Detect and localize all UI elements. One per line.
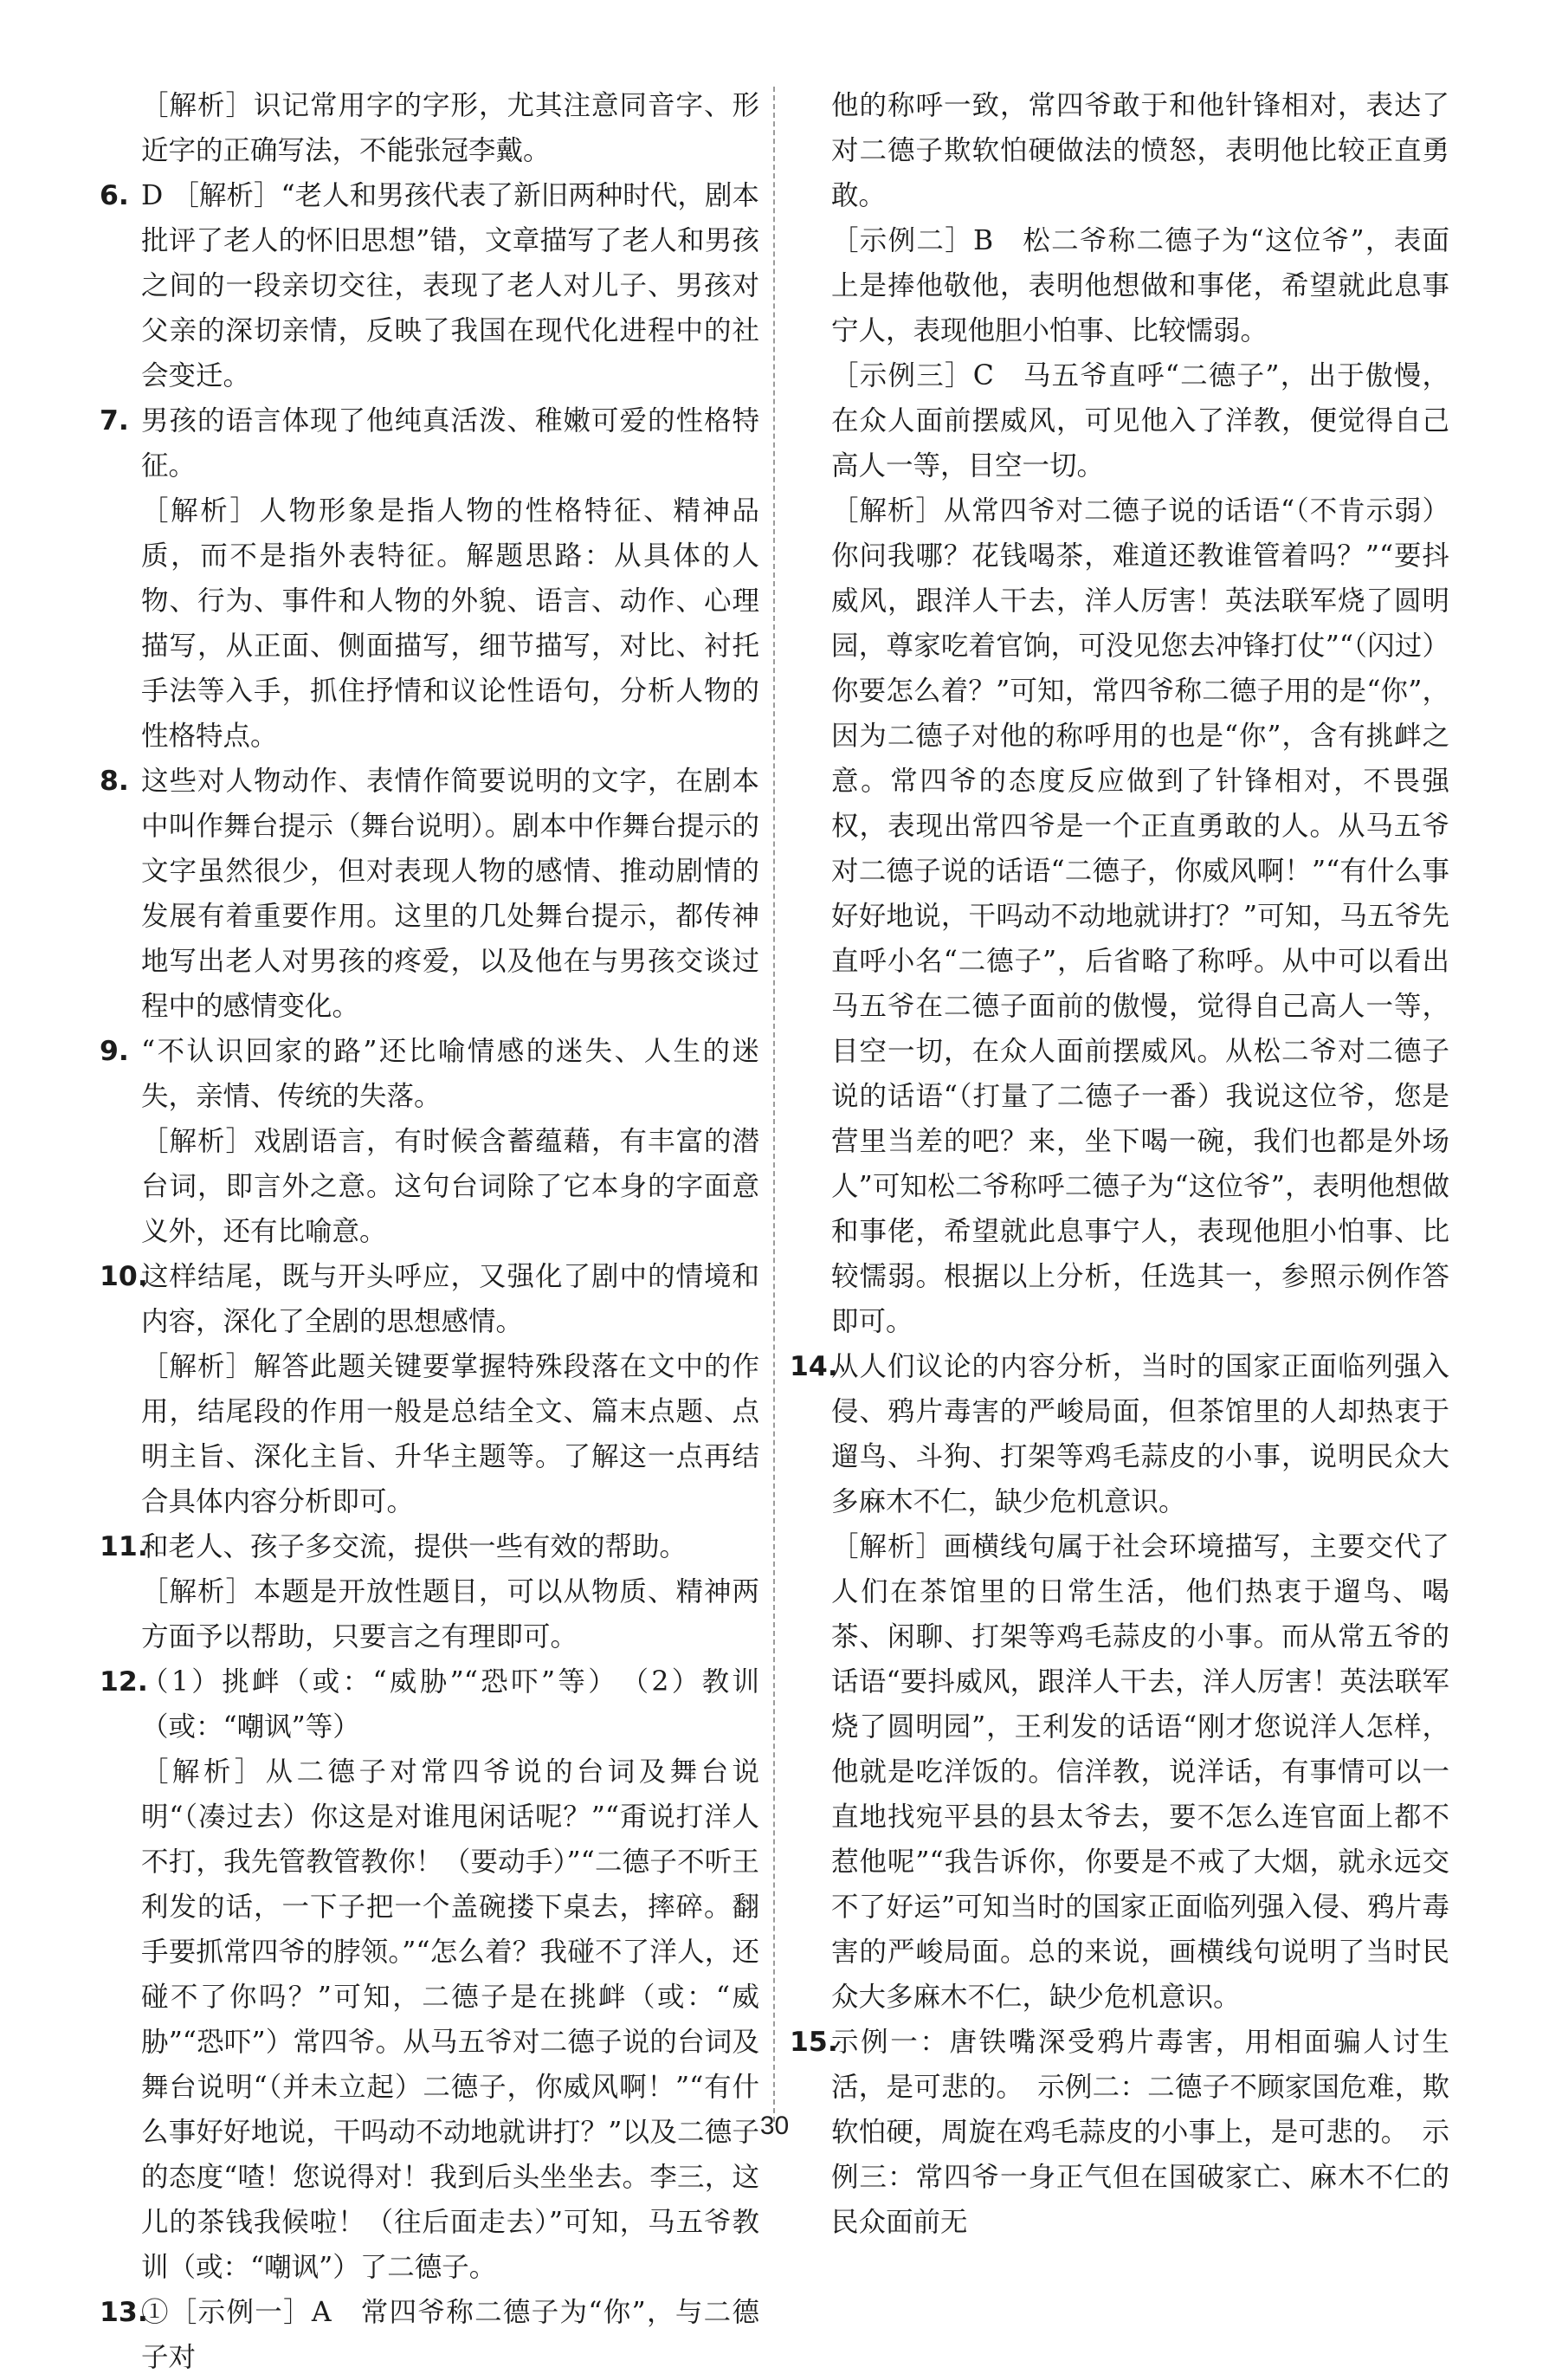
question-number: 12.	[100, 1666, 148, 1698]
question-6	[100, 173, 759, 398]
answer-text: 从人们议论的内容分析，当时的国家正面临列强入侵、鸦片毒害的严峻局面，但茶馆里的人却热衷于遛鸟、斗狗、打架等鸡毛蒜皮的小事，说明民众大多麻木不仁，缺少危机意识。	[831, 1351, 1449, 1517]
question-number: 6.	[100, 180, 129, 211]
answer-text: D ［解析］“老人和男孩代表了新旧两种时代，剧本批评了老人的怀旧思想”错，文章描写了老人和男孩之间的一段亲切交往，表现了老人对儿子、男孩对父亲的深切亲情，反映了我国在现代化进程中的社会变迁。	[141, 180, 759, 391]
column-divider	[773, 87, 775, 2122]
page-number: 30	[759, 2112, 790, 2140]
q14-analysis: ［解析］画横线句属于社会环境描写，主要交代了人们在茶馆里的日常生活，他们热衷于遛鸟、喝茶、闲聊、打架等鸡毛蒜皮的小事。而从常五爷的话语“要抖威风，跟洋人干去，洋人厉害！英法联军烧了圆明园”，王利发的话语“刚才您说洋人怎样，他就是吃洋饭的。信洋教，说洋话，有事情可以一直地找宛平县的县太爷去，要不怎么连官面上都不惹他呢”“我告诉你，你要是不戒了大烟，就永远交不了好运”可知当时的国家正面临列强入侵、鸦片毒害的严峻局面。总的来说，画横线句说明了当时民众大多麻木不仁，缺少危机意识。	[831, 1531, 1449, 2013]
question-number: 14.	[790, 1351, 838, 1382]
question-14	[790, 1344, 1449, 1524]
q10-analysis: ［解析］解答此题关键要掌握特殊段落在文中的作用，结尾段的作用一般是总结全文、篇末点题、点明主旨、深化主旨、升华主题等。了解这一点再结合具体内容分析即可。	[141, 1351, 759, 1517]
question-number: 13.	[100, 2297, 148, 2328]
q13-continued: 他的称呼一致，常四爷敢于和他针锋相对，表达了对二德子欺软怕硬做法的愤怒，表明他比较正直勇敢。	[831, 90, 1449, 211]
answer-text: 这样结尾，既与开头呼应，又强化了剧中的情境和内容，深化了全剧的思想感情。	[141, 1261, 759, 1337]
question-number: 15.	[790, 2027, 838, 2058]
question-7	[100, 398, 759, 488]
q7-analysis: ［解析］人物形象是指人物的性格特征、精神品质，而不是指外表特征。解题思路：从具体的人物、行为、事件和人物的外貌、语言、动作、心理描写，从正面、侧面描写，细节描写，对比、衬托手法等入手，抓住抒情和议论性语句，分析人物的性格特点。	[141, 495, 759, 752]
question-10	[100, 1254, 759, 1344]
question-number: 7.	[100, 405, 129, 437]
question-number: 10.	[100, 1261, 148, 1292]
answer-text: 示例一：唐铁嘴深受鸦片毒害，用相面骗人讨生活，是可悲的。 示例二：二德子不顾家国危难，欺软怕硬，周旋在鸡毛蒜皮的小事上，是可悲的。 示例三：常四爷一身正气但在国破家亡、麻木不仁的民众面前无	[831, 2027, 1449, 2238]
q5-analysis: ［解析］识记常用字的字形，尤其注意同音字、形近字的正确写法，不能张冠李戴。	[141, 90, 759, 166]
question-11	[100, 1524, 759, 1569]
question-8	[100, 759, 759, 1029]
q13-example-2: ［示例二］B 松二爷称二德子为“这位爷”，表面上是捧他敬他，表明他想做和事佬，希望就此息事宁人，表现他胆小怕事、比较懦弱。	[831, 225, 1449, 346]
question-12	[100, 1659, 759, 1749]
answer-text: “不认识回家的路”还比喻情感的迷失、人生的迷失，亲情、传统的失落。	[141, 1036, 759, 1112]
q9-analysis: ［解析］戏剧语言，有时候含蓄蕴藉，有丰富的潜台词，即言外之意。这句台词除了它本身的字面意义外，还有比喻意。	[141, 1126, 759, 1247]
answer-text: 男孩的语言体现了他纯真活泼、稚嫩可爱的性格特征。	[141, 405, 759, 482]
q11-analysis: ［解析］本题是开放性题目，可以从物质、精神两方面予以帮助，只要言之有理即可。	[141, 1576, 759, 1652]
question-number: 9.	[100, 1036, 129, 1067]
left-column	[100, 83, 759, 2380]
answer-text: ①［示例一］A 常四爷称二德子为“你”，与二德子对	[141, 2297, 759, 2373]
answer-text: 这些对人物动作、表情作简要说明的文字，在剧本中叫作舞台提示（舞台说明）。剧本中作舞台提示的文字虽然很少，但对表现人物的感情、推动剧情的发展有着重要作用。这里的几处舞台提示，都传神地写出老人对男孩的疼爱，以及他在与男孩交谈过程中的感情变化。	[141, 766, 759, 1022]
q12-analysis: ［解析］从二德子对常四爷说的台词及舞台说明“（凑过去）你这是对谁甩闲话呢？”“甭说打洋人不打，我先管教管教你！（要动手）”“二德子不听王利发的话，一下子把一个盖碗搂下桌去，摔碎。翻手要抓常四爷的脖领。”“怎么着？我碰不了洋人，还碰不了你吗？”可知，二德子是在挑衅（或：“威胁”“恐吓”）常四爷。从马五爷对二德子说的台词及舞台说明“（并未立起）二德子，你威风啊！”“有什么事好好地说，干吗动不动地就讲打？”以及二德子的态度“喳！您说得对！我到后头坐坐去。李三，这儿的茶钱我候啦！（往后面走去）”可知，马五爷教训（或：“嘲讽”）了二德子。	[141, 1756, 759, 2283]
question-number: 8.	[100, 766, 129, 797]
q13-example-3: ［示例三］C 马五爷直呼“二德子”，出于傲慢，在众人面前摆威风，可见他入了洋教，便觉得自己高人一等，目空一切。	[831, 360, 1449, 482]
right-column	[790, 83, 1449, 2245]
answer-text: 和老人、孩子多交流，提供一些有效的帮助。	[141, 1531, 687, 1562]
answer-text: （1）挑衅（或：“威胁”“恐吓”等） （2）教训（或：“嘲讽”等）	[141, 1666, 759, 1743]
q13-analysis: ［解析］从常四爷对二德子说的话语“（不肯示弱）你问我哪？花钱喝茶，难道还教谁管着吗？”“要抖威风，跟洋人干去，洋人厉害！英法联军烧了圆明园，尊家吃着官饷，可没见您去冲锋打仗”“（闪过）你要怎么着？”可知，常四爷称二德子用的是“你”，因为二德子对他的称呼用的也是“你”，含有挑衅之意。常四爷的态度反应做到了针锋相对，不畏强权，表现出常四爷是一个正直勇敢的人。从马五爷对二德子说的话语“二德子，你威风啊！”“有什么事好好地说，干吗动不动地就讲打？”可知，马五爷先直呼小名“二德子”，后省略了称呼。从中可以看出马五爷在二德子面前的傲慢，觉得自己高人一等，目空一切，在众人面前摆威风。从松二爷对二德子说的话语“（打量了二德子一番）我说这位爷，您是营里当差的吧？来，坐下喝一碗，我们也都是外场人”可知松二爷称呼二德子为“这位爷”，表明他想做和事佬，希望就此息事宁人，表现他胆小怕事、比较懦弱。根据以上分析，任选其一，参照示例作答即可。	[831, 495, 1449, 1337]
question-13	[100, 2290, 759, 2380]
question-number: 11.	[100, 1531, 148, 1562]
question-9	[100, 1029, 759, 1119]
